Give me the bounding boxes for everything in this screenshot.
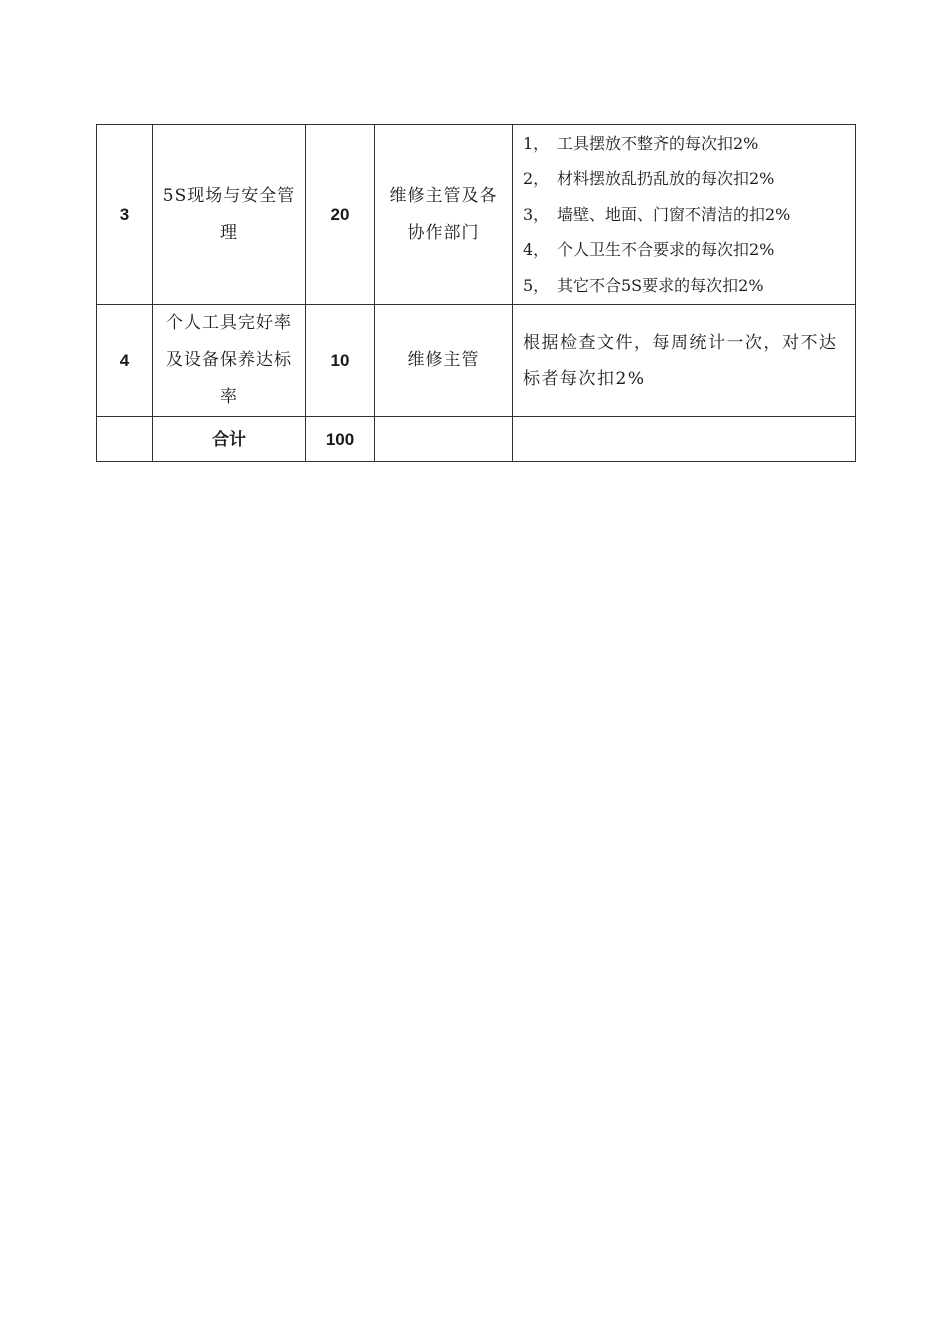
rule-number: 1，: [523, 133, 550, 153]
row-number: 4: [97, 305, 153, 417]
total-label: 合计: [153, 417, 306, 462]
rule-item: [523, 197, 849, 233]
rule-number: 2，: [523, 169, 550, 189]
rule-item: [523, 268, 849, 304]
rule-text: 材料摆放乱扔乱放的每次扣2%: [557, 169, 775, 189]
rule-cell: [513, 305, 856, 417]
rule-item: [523, 232, 849, 268]
rule-number: 4，: [523, 240, 550, 260]
rule-text: 个人卫生不合要求的每次扣2%: [557, 240, 775, 260]
item-cell: [153, 125, 306, 305]
rule-number: 3，: [523, 204, 550, 224]
item-cell: [153, 305, 306, 417]
empty-cell: [375, 417, 513, 462]
total-score: 100: [306, 417, 375, 462]
table-row: [97, 305, 856, 417]
rule-item: [523, 126, 849, 162]
total-row: [97, 417, 856, 462]
item-name: 5S现场与安全管理: [162, 185, 296, 243]
score-cell: 10: [306, 305, 375, 417]
rule-number: 5，: [523, 275, 550, 295]
rule-text: 其它不合5S要求的每次扣2%: [557, 275, 764, 295]
empty-cell: [97, 417, 153, 462]
rule-text: 工具摆放不整齐的每次扣2%: [557, 133, 759, 153]
assessment-table: [96, 124, 856, 462]
score-cell: 20: [306, 125, 375, 305]
table-row: [97, 125, 856, 305]
rule-item: [523, 161, 849, 197]
empty-cell: [513, 417, 856, 462]
item-name: 个人工具完好率及设备保养达标率: [166, 313, 292, 407]
owner-cell: [375, 125, 513, 305]
row-number: 3: [97, 125, 153, 305]
rule-text: 根据检查文件，每周统计一次，对不达标者每次扣2%: [523, 332, 838, 389]
owner-cell: [375, 305, 513, 417]
owner-name: 维修主管及各协作部门: [389, 185, 498, 243]
rule-cell: [513, 125, 856, 305]
owner-name: 维修主管: [407, 350, 480, 370]
rule-text: 墙壁、地面、门窗不清洁的扣2%: [557, 204, 791, 224]
